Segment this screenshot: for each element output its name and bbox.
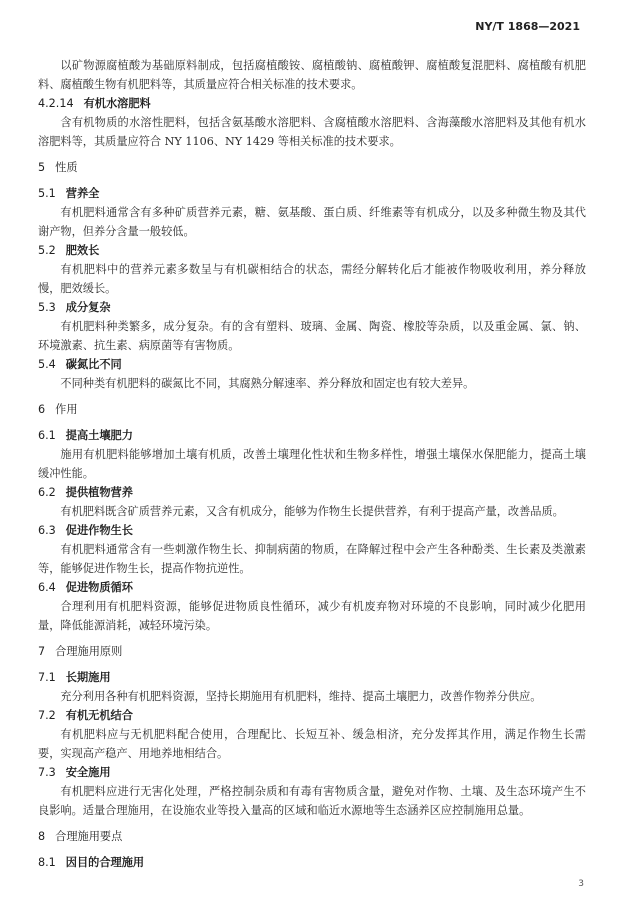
heading-title: 碳氮比不同 [65,358,122,371]
paragraph: 施用有机肥料能够增加土壤有机质，改善土壤理化性状和生物多样性，增强土壤保水保肥能力，提高土壤缓冲性能。 [38,448,586,480]
paragraph: 含有机物质的水溶性肥料，包括含氨基酸水溶肥料、含腐植酸水溶肥料、含海藻酸水溶肥料及其他有机水溶肥料等，其质量应符合 NY 1106、NY 1429 等相关标准的技术要求。 [38,116,586,148]
heading-number: 8.1 [38,856,56,869]
subsection-heading [38,241,586,260]
heading-number: 5.3 [38,301,56,314]
heading-number: 5.4 [38,358,56,371]
heading-title: 有机无机结合 [65,709,133,722]
paragraph: 有机肥料通常含有多种矿质营养元素，糖、氨基酸、蛋白质、纤维素等有机成分，以及多种微生物及其代谢产物，但养分含量一般较低。 [38,206,586,238]
heading-title: 有机水溶肥料 [83,97,151,110]
heading-number: 5.2 [38,244,56,257]
page-number: 3 [578,879,584,889]
heading-number: 7.3 [38,766,56,779]
heading-number: 5 [38,161,46,174]
subsection-heading [38,853,586,872]
paragraph: 有机肥料既含矿质营养元素，又含有机成分，能够为作物生长提供营养，有利于提高产量，改善品质。 [60,505,564,518]
heading-number: 7.1 [38,671,56,684]
paragraph: 合理利用有机肥料资源，能够促进物质良性循环，减少有机废弃物对环境的不良影响，同时减少化肥用量，降低能源消耗，减轻环境污染。 [38,600,586,632]
heading-title: 提供植物营养 [65,486,133,499]
section-heading [38,642,586,661]
heading-title: 合理施用原则 [55,645,123,658]
subsection-heading [38,706,586,725]
heading-number: 6.1 [38,429,56,442]
paragraph: 充分利用各种有机肥料资源，坚持长期施用有机肥料，维持、提高土壤肥力，改善作物养分供应。 [60,690,542,703]
subsection-heading [38,355,586,374]
subsection-heading [38,94,586,113]
heading-title: 合理施用要点 [55,830,123,843]
subsection-heading [38,483,586,502]
heading-number: 7.2 [38,709,56,722]
paragraph: 有机肥料应与无机肥料配合使用，合理配比、长短互补、缓急相济，充分发挥其作用，满足作物生长需要，实现高产稳产、用地养地相结合。 [38,728,586,760]
subsection-heading [38,298,586,317]
heading-title: 肥效长 [65,244,100,257]
heading-number: 4.2.14 [38,97,74,110]
heading-number: 6.2 [38,486,56,499]
heading-number: 6.4 [38,581,56,594]
heading-title: 安全施用 [65,766,111,779]
heading-number: 6 [38,403,46,416]
heading-title: 提高土壤肥力 [65,429,133,442]
section-heading [38,158,586,177]
heading-title: 因目的合理施用 [65,856,145,869]
heading-number: 8 [38,830,46,843]
subsection-heading [38,521,586,540]
heading-title: 成分复杂 [65,301,111,314]
paragraph: 有机肥料应进行无害化处理，严格控制杂质和有毒有害物质含量，避免对作物、土壤、及生态环境产生不良影响。适量合理施用，在设施农业等投入量高的区域和临近水源地等生态涵养区应控制施用总量。 [38,785,586,817]
paragraph: 有机肥料通常含有一些刺激作物生长、抑制病菌的物质，在降解过程中会产生各种酚类、生长素及类激素等，能够促进作物生长，提高作物抗逆性。 [38,543,586,575]
heading-title: 长期施用 [65,671,111,684]
heading-title: 促进作物生长 [65,524,133,537]
paragraph: 有机肥料种类繁多，成分复杂。有的含有塑料、玻璃、金属、陶瓷、橡胶等杂质，以及重金属、氯、钠、环境激素、抗生素、病原菌等有害物质。 [38,320,586,352]
section-heading [38,827,586,846]
paragraph: 以矿物源腐植酸为基础原料制成，包括腐植酸铵、腐植酸钠、腐植酸钾、腐植酸复混肥料、腐植酸有机肥料、腐植酸生物有机肥料等，其质量应符合相关标准的技术要求。 [38,59,586,91]
subsection-heading [38,668,586,687]
heading-title: 作用 [55,403,78,416]
heading-title: 营养全 [65,187,100,200]
section-heading [38,400,586,419]
subsection-heading [38,426,586,445]
heading-title: 性质 [55,161,78,174]
paragraph: 有机肥料中的营养元素多数呈与有机碳相结合的状态，需经分解转化后才能被作物吸收利用，养分释放慢，肥效缓长。 [38,263,586,295]
paragraph: 不同种类有机肥料的碳氮比不同，其腐熟分解速率、养分释放和固定也有较大差异。 [60,377,475,390]
subsection-heading [38,763,586,782]
document-code: NY/T 1868—2021 [475,20,580,33]
subsection-heading [38,578,586,597]
heading-number: 7 [38,645,46,658]
document-body [38,56,586,872]
heading-number: 5.1 [38,187,56,200]
heading-number: 6.3 [38,524,56,537]
subsection-heading [38,184,586,203]
heading-title: 促进物质循环 [65,581,133,594]
